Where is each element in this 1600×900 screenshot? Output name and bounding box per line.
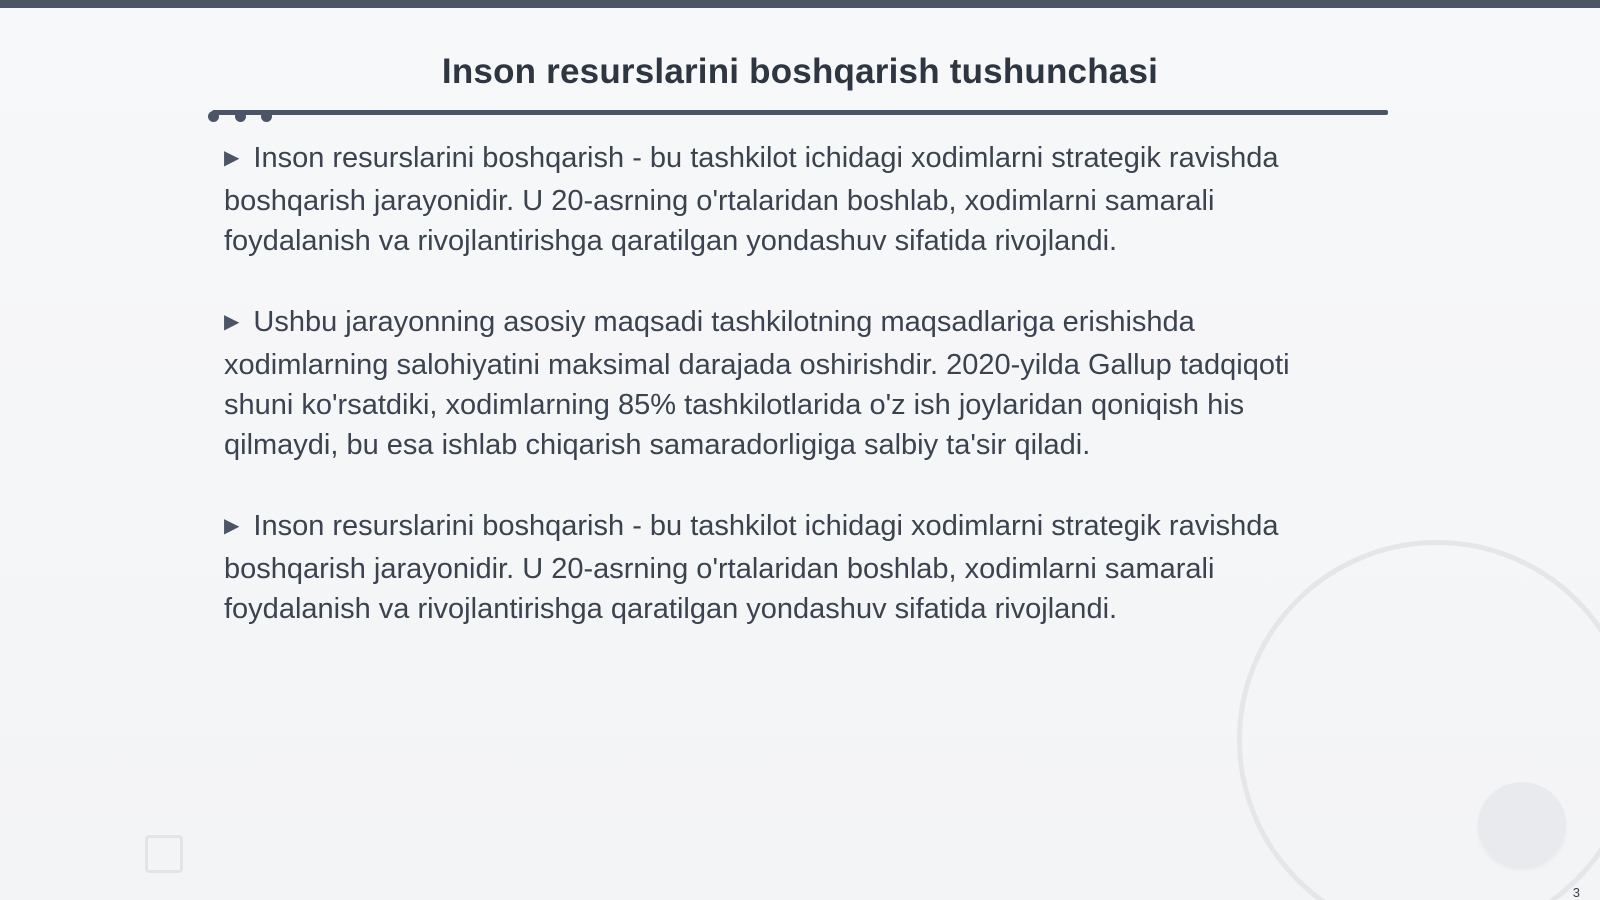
paragraph-text: Ushbu jarayonning asosiy maqsadi tashkilotning maqsadlariga erishishda xodimlarning salohiyatini maksimal darajada oshirishdir. 2020-yilda Gallup tadqiqoti shuni ko'rsatdiki, xodimlarning 85% tashkilotlarida o'z ish joylaridan qoniqish his qilmaydi, bu esa ishlab chiqarish samaradorligiga salbiy ta'sir qiladi.: [224, 306, 1290, 461]
paragraph-3: [224, 506, 1364, 629]
page-number: 3: [1572, 885, 1580, 900]
top-accent-bar: [0, 0, 1600, 8]
paragraph-text: Inson resurslarini boshqarish - bu tashkilot ichidagi xodimlarni strategik ravishda boshqarish jarayonidir. U 20-asrning o'rtalaridan boshlab, xodimlarni samarali foydalanish va rivojlantirishga qaratilgan yondashuv sifatida rivojlandi.: [224, 510, 1279, 625]
title-underline: [212, 110, 1388, 115]
rule-dot-1: [208, 111, 219, 122]
play-bullet-icon: ▶: [224, 147, 240, 169]
decorative-square: [145, 835, 183, 873]
rule-dot-2: [235, 111, 246, 122]
decorative-circle: [1478, 782, 1566, 868]
play-bullet-icon: ▶: [224, 311, 240, 333]
play-bullet-icon: ▶: [224, 515, 240, 537]
paragraph-text: Inson resurslarini boshqarish - bu tashkilot ichidagi xodimlarni strategik ravishda boshqarish jarayonidir. U 20-asrning o'rtalaridan boshlab, xodimlarni samarali foydalanish va rivojlantirishga qaratilgan yondashuv sifatida rivojlandi.: [224, 142, 1279, 257]
paragraph-1: [224, 138, 1364, 261]
slide-title: Inson resurslarini boshqarish tushunchasi: [441, 52, 1159, 91]
rule-dot-3: [261, 111, 272, 122]
slide-body: [224, 138, 1364, 670]
paragraph-2: [224, 302, 1364, 465]
